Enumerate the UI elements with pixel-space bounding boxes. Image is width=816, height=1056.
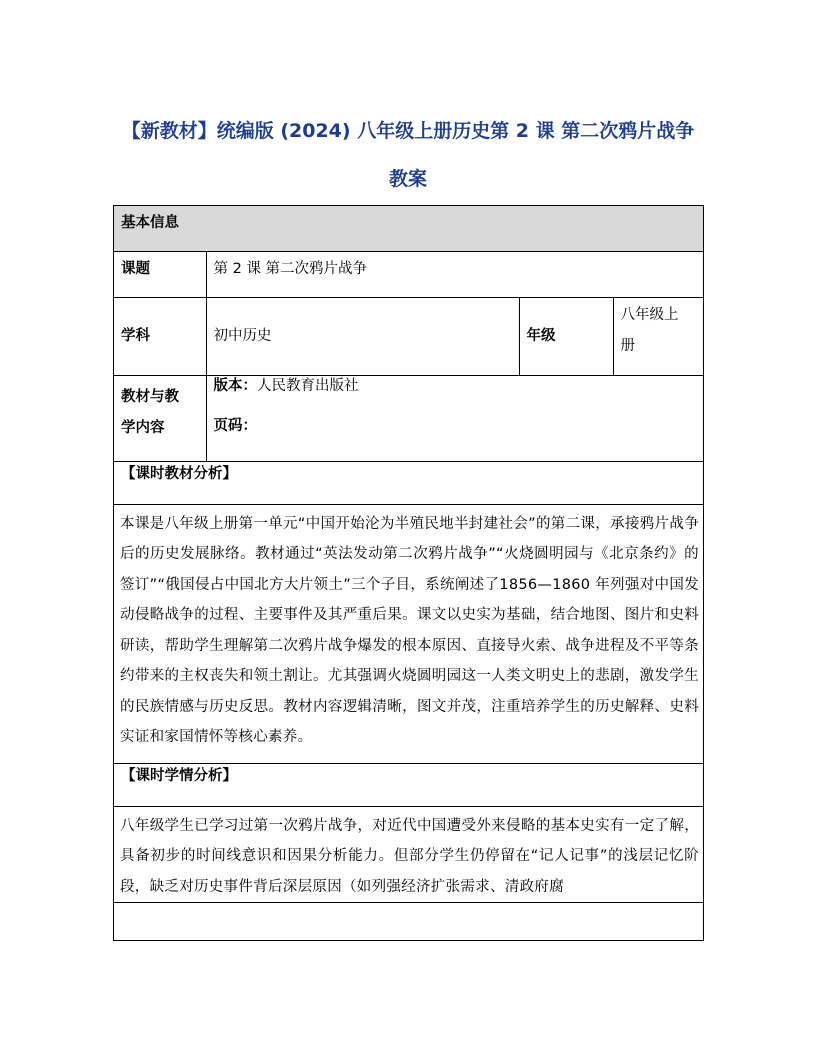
grade-value-line1: 八年级上 — [620, 306, 679, 323]
textbook-label-line2: 学内容 — [121, 419, 165, 436]
subject-label: 学科 — [114, 297, 206, 375]
document-title: 【新教材】统编版 (2024) 八年级上册历史第 2 课 第二次鸦片战争 — [121, 120, 695, 142]
edition-value: 人民教育出版社 — [257, 377, 359, 394]
page-label: 页码： — [213, 417, 257, 434]
textbook-label-line1: 教材与教 — [121, 388, 179, 405]
grade-value-line2: 册 — [620, 337, 635, 354]
lesson-plan-table — [113, 205, 704, 941]
topic-label: 课题 — [114, 251, 206, 297]
grade-label: 年级 — [519, 297, 613, 375]
student-analysis-text: 八年级学生已学习过第一次鸦片战争，对近代中国遭受外来侵略的基本史实有一定了解，具备初步的时间线意识和因果分析能力。但部分学生仍停留在“记人记事”的浅层记忆阶段，缺乏对历史事件背后深层原因（如列强经济扩张需求、清政府腐 — [114, 806, 703, 903]
edition-line — [214, 366, 697, 406]
edition-label: 版本： — [213, 377, 257, 394]
grade-value — [613, 297, 703, 375]
subject-value: 初中历史 — [206, 297, 519, 375]
textbook-analysis-text: 本课是八年级上册第一单元“中国开始沦为半殖民地半封建社会”的第二课，承接鸦片战争后的历史发展脉络。教材通过“英法发动第二次鸦片战争”“火烧圆明园与《北京条约》的签订”“俄国侵占中国北方大片领土”三个子目，系统阐述了1856—1860 年列强对中国发动侵略战争的过程、主要事件及其严重后果。课文以史实为基础，结合地图、图片和史料研读，帮助学生理解第二次鸦片战争爆发的根本原因、直接导火索、战争进程及不平等条约带来的主权丧失和领土割让。尤其强调火烧圆明园这一人类文明史上的悲剧，激发学生的民族情感与历史反思。教材内容逻辑清晰，图文并茂，注重培养学生的历史解释、史料实证和家国情怀等核心素养。 — [114, 504, 703, 763]
document-title-line2: 教案 — [388, 168, 427, 190]
basic-info-header: 基本信息 — [114, 206, 703, 251]
textbook-label — [114, 375, 206, 461]
textbook-analysis-header: 【课时教材分析】 — [114, 461, 703, 504]
topic-value: 第 2 课 第二次鸦片战争 — [206, 251, 703, 297]
student-analysis-header: 【课时学情分析】 — [114, 763, 703, 806]
textbook-content — [206, 375, 703, 461]
